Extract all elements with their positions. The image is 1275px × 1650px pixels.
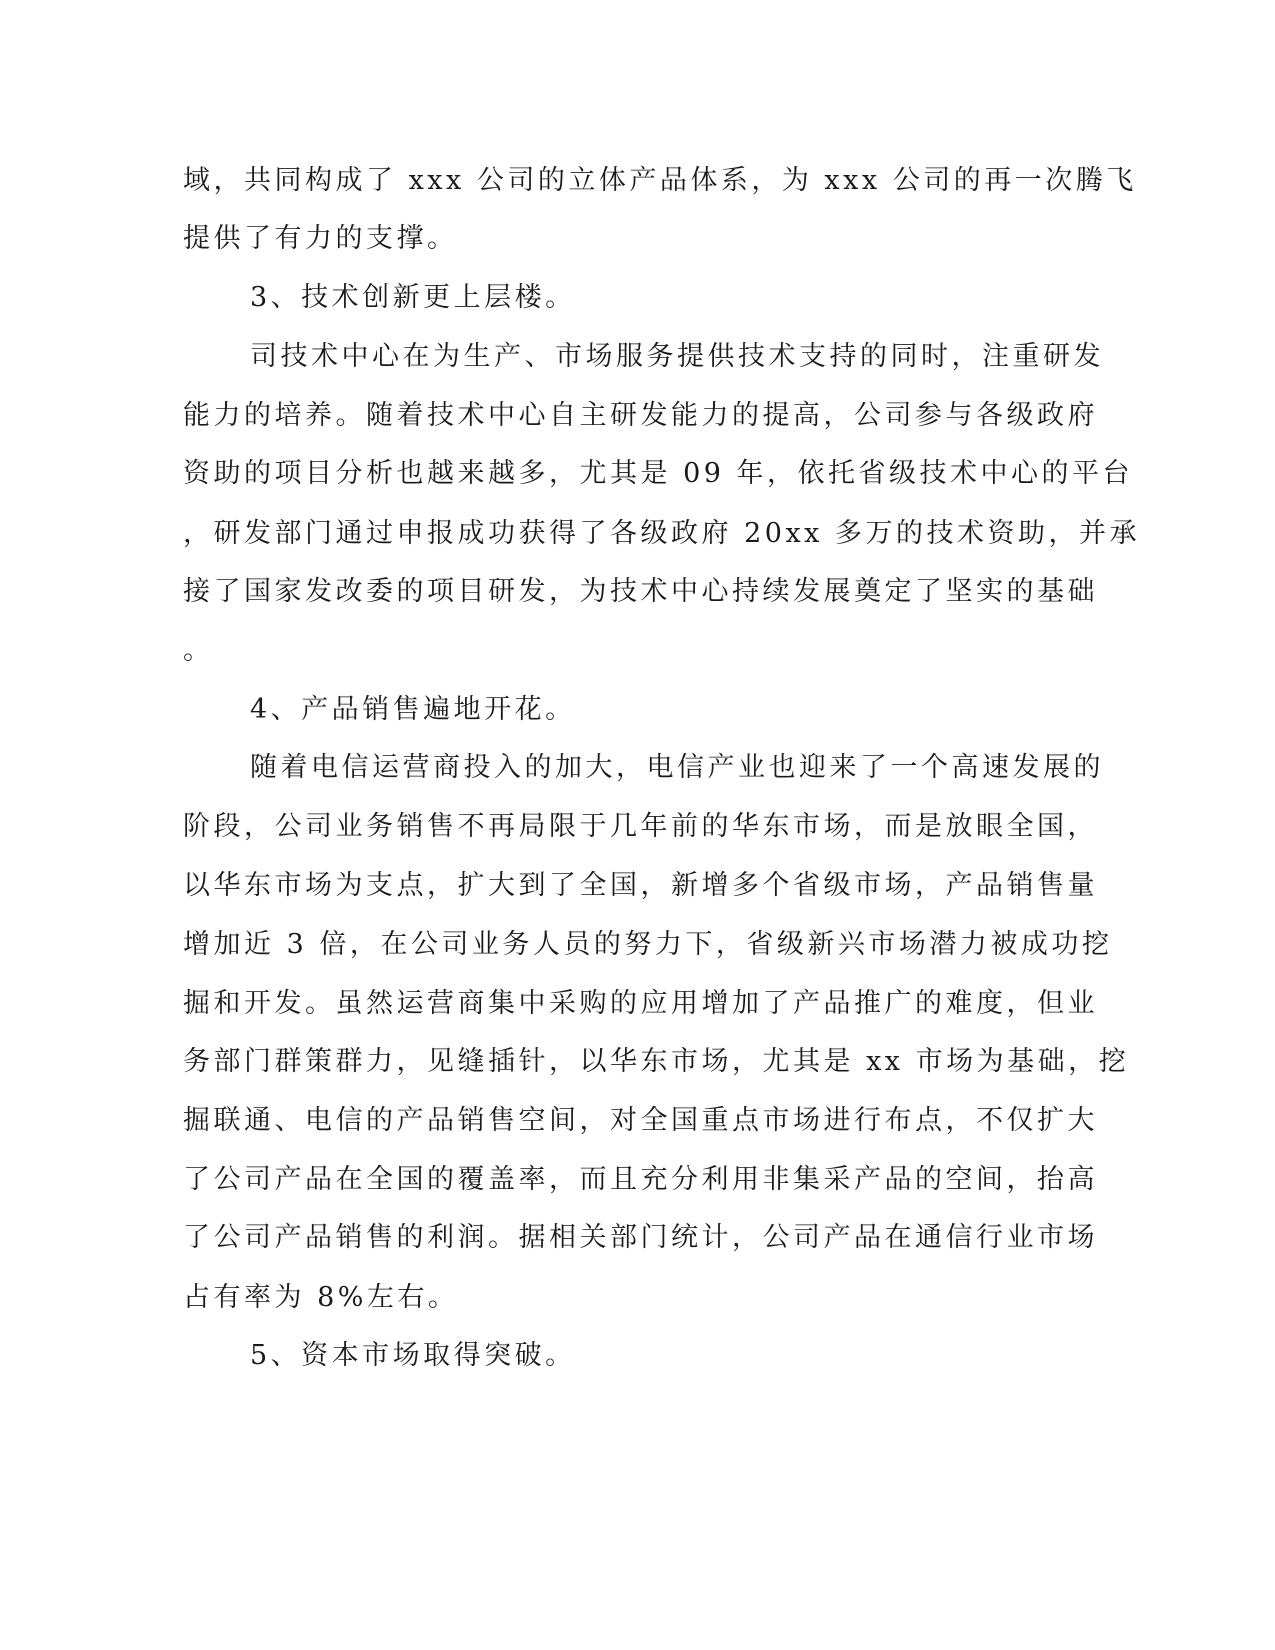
- text-line: 占有率为 8%左右。: [183, 1282, 459, 1313]
- text-line: 掘联通、电信的产品销售空间，对全国重点市场进行布点，不仅扩大: [183, 1105, 1098, 1136]
- section-heading: 4、产品销售遍地开花。: [250, 694, 576, 725]
- text-line: 。: [183, 635, 214, 666]
- text-line: 提供了有力的支撑。: [183, 223, 458, 254]
- text-line: 了公司产品销售的利润。据相关部门统计，公司产品在通信行业市场: [183, 1222, 1098, 1253]
- text-line: 接了国家发改委的项目研发，为技术中心持续发展奠定了坚实的基础: [183, 576, 1098, 607]
- text-line: 域，共同构成了 xxx 公司的立体产品体系，为 xxx 公司的再一次腾飞: [183, 165, 1137, 196]
- text-line: 司技术中心在为生产、市场服务提供技术支持的同时，注重研发: [250, 341, 1104, 372]
- text-line: 务部门群策群力，见缝插针，以华东市场，尤其是 xx 市场为基础，挖: [183, 1046, 1130, 1077]
- text-line: 能力的培养。随着技术中心自主研发能力的提高，公司参与各级政府: [183, 400, 1098, 431]
- text-line: 以华东市场为支点，扩大到了全国，新增多个省级市场，产品销售量: [183, 870, 1098, 901]
- text-line: 资助的项目分析也越来越多，尤其是 09 年，依托省级技术中心的平台: [183, 458, 1134, 489]
- text-line: 了公司产品在全国的覆盖率，而且充分利用非集采产品的空间，抬高: [183, 1164, 1098, 1195]
- text-line: ，研发部门通过申报成功获得了各级政府 20xx 多万的技术资助，并承: [183, 518, 1140, 549]
- text-line: 阶段，公司业务销售不再局限于几年前的华东市场，而是放眼全国，: [183, 811, 1098, 842]
- text-line: 随着电信运营商投入的加大，电信产业也迎来了一个高速发展的: [250, 752, 1104, 783]
- text-line: 增加近 3 倍，在公司业务人员的努力下，省级新兴市场潜力被成功挖: [183, 929, 1113, 960]
- section-heading: 3、技术创新更上层楼。: [250, 282, 576, 313]
- section-heading: 5、资本市场取得突破。: [250, 1340, 576, 1371]
- text-line: 掘和开发。虽然运营商集中采购的应用增加了产品推广的难度，但业: [183, 988, 1098, 1019]
